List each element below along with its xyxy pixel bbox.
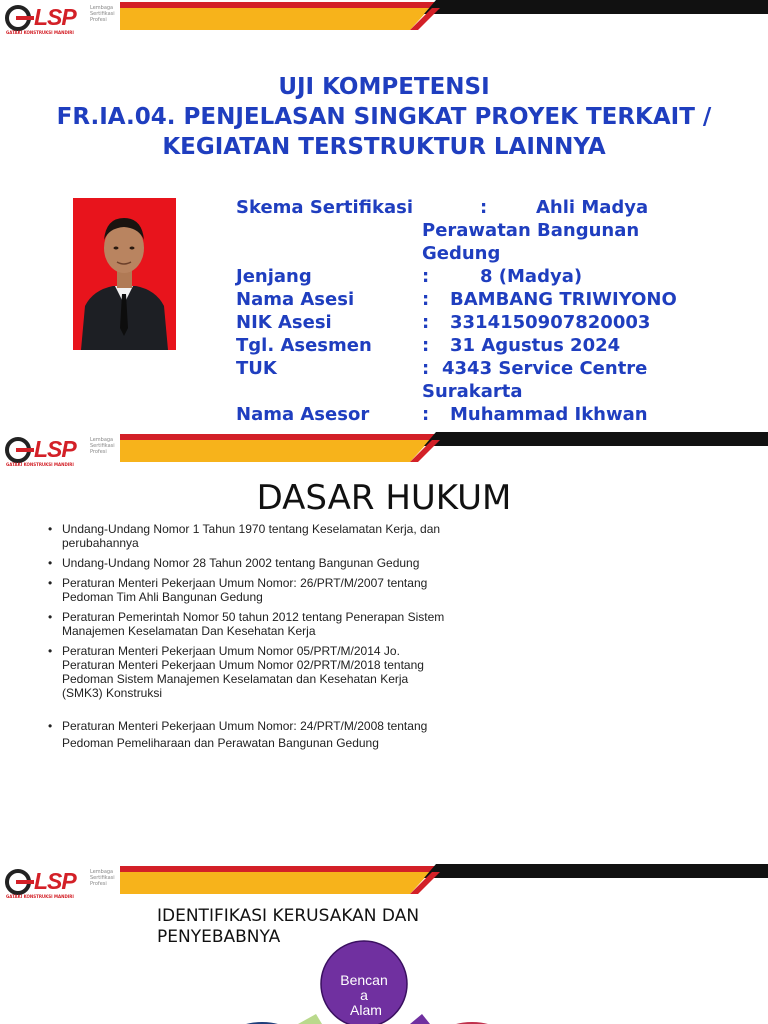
arrow-right [410, 1014, 430, 1024]
logo-subtitle: Lembaga Sertifikasi Profesi [90, 5, 115, 23]
logo-subtitle: Lembaga Sertifikasi Profesi [90, 869, 115, 887]
title-line-3: KEGIATAN TERSTRUKTUR LAINNYA [162, 134, 606, 160]
dasar-hukum-list [48, 522, 448, 758]
field-label: Skema Sertifikasi [236, 197, 413, 218]
title-line-1: UJI KOMPETENSI [278, 74, 490, 100]
field-label: NIK Asesi [236, 312, 332, 333]
field-value: BAMBANG TRIWIYONO [450, 289, 677, 310]
lsp-logo [4, 436, 120, 468]
slide-1-title [0, 72, 768, 162]
dasar-hukum-title: DASAR HUKUM [256, 478, 512, 518]
list-item: • Undang-Undang Nomor 1 Tahun 1970 tentang Keselamatan Kerja, dan perubahannya [48, 522, 448, 550]
field-value: 4343 Service Centre Surakarta [422, 358, 648, 402]
field-colon: : [422, 335, 430, 356]
field-colon: : [422, 312, 430, 333]
field-colon: : [422, 404, 430, 425]
field-label: TUK [236, 358, 277, 379]
list-item: • Peraturan Menteri Pekerjaan Umum Nomor: 26/PRT/M/2007 tentang Pedoman Tim Ahli Bangunan Gedung [48, 576, 448, 604]
logo-tagline: GATAKI KONSTRUKSI MANDIRI [6, 30, 74, 35]
node-label-line-3: Alam [350, 1002, 382, 1018]
node-label-line-1: Bencan [340, 972, 388, 988]
list-item: • Peraturan Pemerintah Nomor 50 tahun 2012 tentang Penerapan Sistem Manajemen Keselamatan Dan Kesehatan Kerja [48, 610, 448, 638]
field-value: Muhammad Ikhwan [450, 404, 648, 425]
field-label: Nama Asesor [236, 404, 370, 425]
node-label-line-2: a [360, 987, 368, 1003]
field-value: 31 Agustus 2024 [450, 335, 621, 356]
header-band [0, 432, 768, 468]
field-colon: : [480, 197, 488, 218]
logo-subtitle: Lembaga Sertifikasi Profesi [90, 437, 115, 455]
list-item: • Peraturan Menteri Pekerjaan Umum Nomor: 24/PRT/M/2008 tentang Pedoman Pemeliharaan dan Perawatan Bangunan Gedung [48, 718, 448, 752]
field-value: Ahli Madya Perawatan Bangunan Gedung [422, 197, 649, 264]
field-label: Tgl. Asesmen [236, 335, 372, 356]
list-item: • Undang-Undang Nomor 28 Tahun 2002 tentang Bangunan Gedung [48, 556, 448, 570]
slide-2 [0, 432, 768, 864]
asesi-photo [73, 198, 176, 350]
field-value: 3314150907820003 [450, 312, 651, 333]
arrow-left [298, 1014, 322, 1024]
field-colon: : [422, 266, 430, 287]
logo-tagline: GATAKI KONSTRUKSI MANDIRI [6, 894, 74, 899]
field-colon: : [422, 358, 430, 379]
field-value: 8 (Madya) [480, 266, 583, 287]
list-item: • Peraturan Menteri Pekerjaan Umum Nomor 05/PRT/M/2014 Jo. Peraturan Menteri Pekerjaan Umum Nomor 02/PRT/M/2018 tentang Pedoman Sistem Manajemen Keselamatan dan Kesehatan Kerja (SMK3) Konstruksi [48, 644, 448, 700]
field-label: Jenjang [236, 266, 312, 287]
slide-1 [0, 0, 768, 432]
cause-diagram [0, 864, 768, 1024]
field-colon: : [422, 289, 430, 310]
title-line-2: FR.IA.04. PENJELASAN SINGKAT PROYEK TERKAIT / [56, 104, 712, 130]
slide-3 [0, 864, 768, 1024]
field-label: Nama Asesi [236, 289, 355, 310]
header-band [0, 0, 768, 36]
logo-text: LSP [34, 868, 76, 894]
logo-text: LSP [34, 4, 76, 30]
lsp-logo [4, 4, 120, 36]
logo-text: LSP [34, 436, 76, 462]
identifikasi-title: IDENTIFIKASI KERUSAKAN DAN PENYEBABNYA [157, 906, 420, 947]
logo-tagline: GATAKI KONSTRUKSI MANDIRI [6, 462, 74, 467]
